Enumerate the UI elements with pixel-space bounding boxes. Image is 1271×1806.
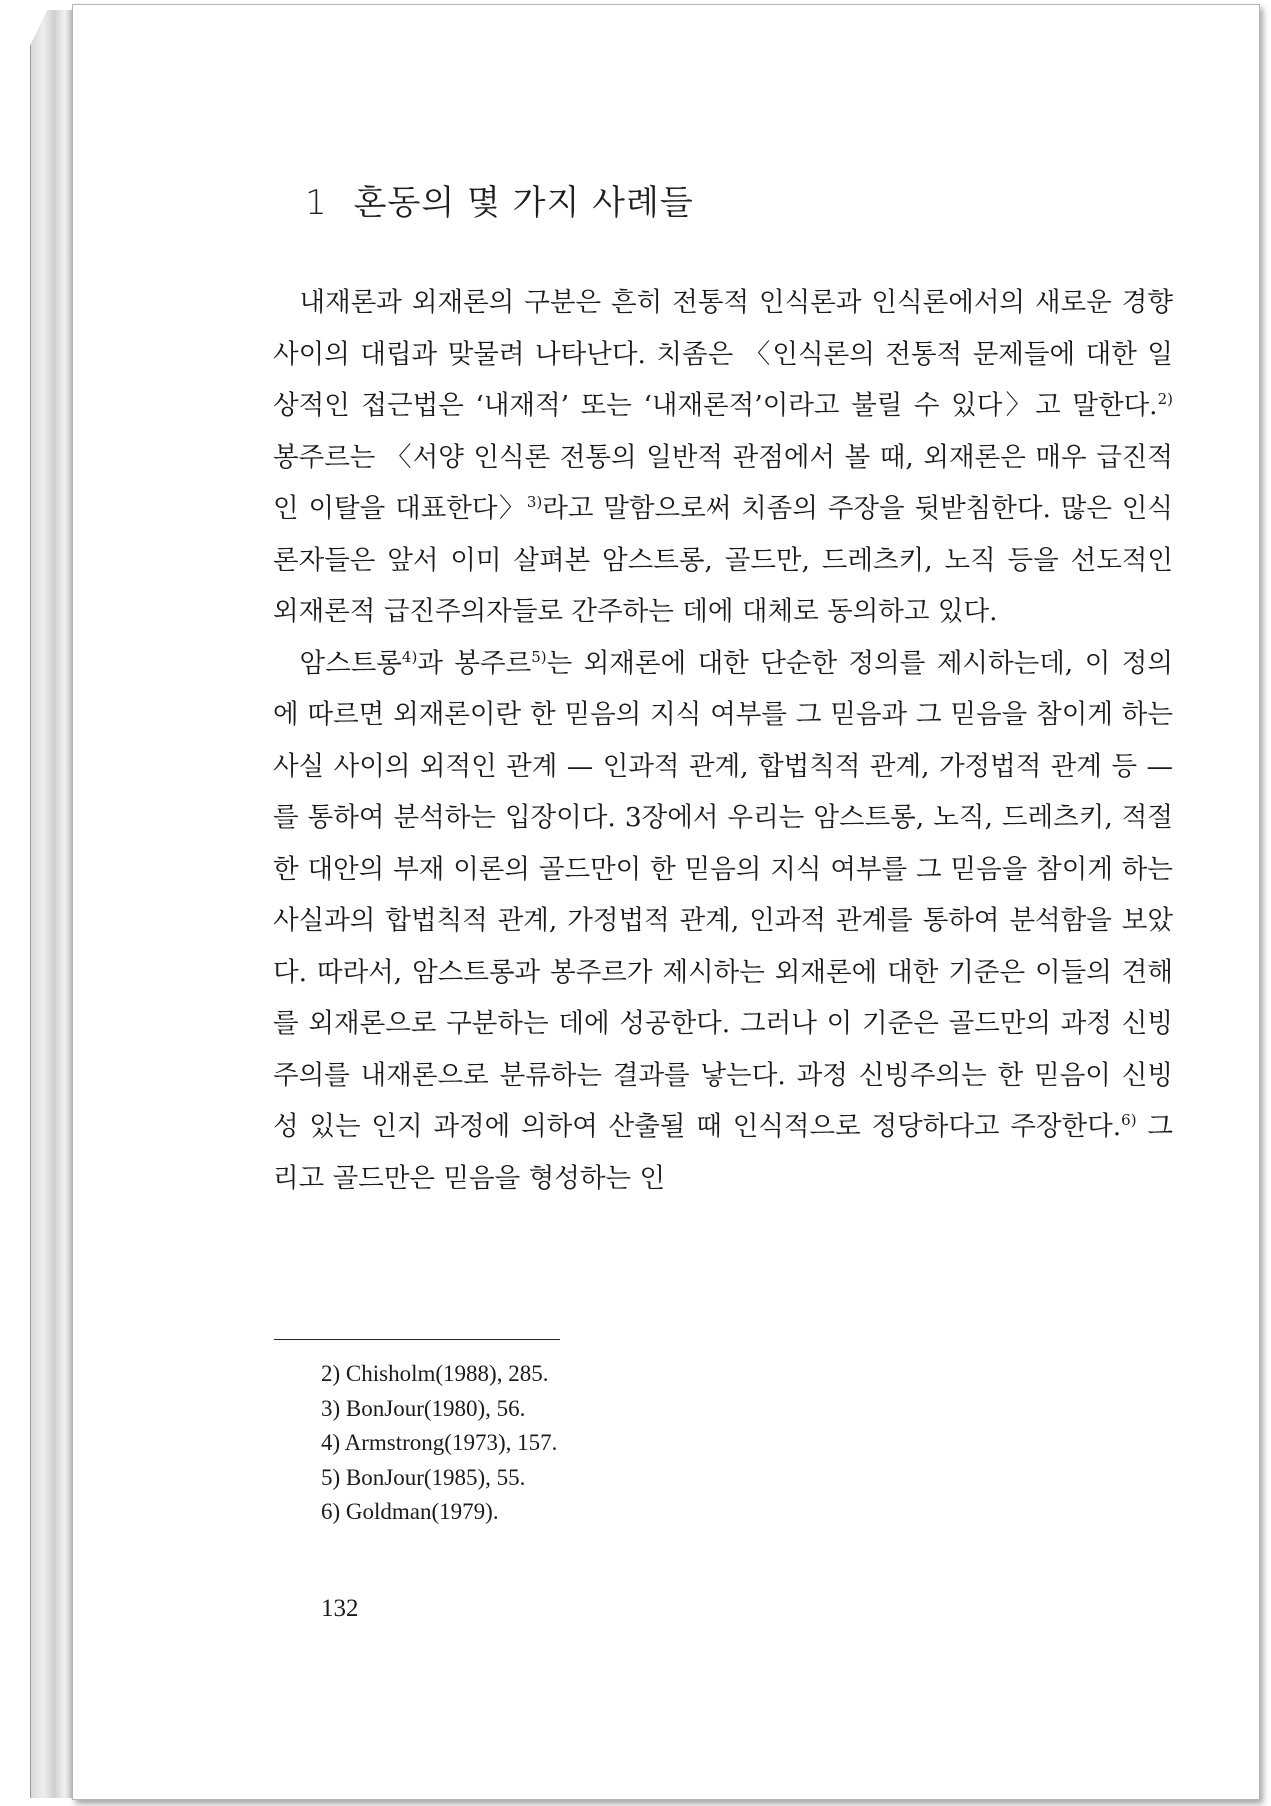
- footnote: 3) BonJour(1980), 56.: [321, 1395, 526, 1421]
- footnote-ref: 5): [531, 647, 547, 666]
- footnote-ref: 4): [401, 647, 418, 666]
- paragraph: [273, 277, 1173, 638]
- section-heading: [305, 175, 694, 224]
- paragraph: [273, 638, 1173, 1205]
- footnote-separator: [274, 1339, 560, 1340]
- text-run: 과 봉주르: [417, 647, 532, 679]
- footnote: 6) Goldman(1979).: [321, 1499, 499, 1524]
- footnotes: [321, 1357, 557, 1530]
- footnote-ref: 2): [1157, 390, 1173, 408]
- text-run: 그리고 골드만은 믿음을 형성하는 인: [273, 1111, 1173, 1194]
- page-edge-stack: [30, 10, 73, 1798]
- footnote: 2) Chisholm(1988), 285.: [321, 1361, 549, 1386]
- text-run: 라고 말함으로써 치좀의 주장을 뒷받침한다. 많은 인식론자들은 앞서 이미 살펴본 암스트롱, 골드만, 드레츠키, 노직 등을 선도적인 외재론적 급진주의자들로 간주하는 데에 대체로 동의하고 있다.: [273, 493, 1173, 627]
- footnote: 4) Armstrong(1973), 157.: [321, 1430, 558, 1455]
- text-run: 내재론과 외재론의 구분은 흔히 전통적 인식론과 인식론에서의 새로운 경향 사이의 대립과 맞물려 나타난다. 치좀은 〈인식론의 전통적 문제들에 대한 일상적인 접근법은 ‘내재적’ 또는 ‘내재론적’이라고 불릴 수 있다〉고 말한다.: [273, 287, 1173, 421]
- section-title: 혼동의 몇 가지 사례들: [353, 183, 694, 223]
- page-number: 132: [321, 1595, 359, 1622]
- footnote-ref: 3): [526, 493, 543, 511]
- book-page: [72, 4, 1260, 1800]
- section-number: 1: [305, 183, 328, 223]
- text-run: 암스트롱: [299, 647, 402, 679]
- text-run: 는 외재론에 대한 단순한 정의를 제시하는데, 이 정의에 따르면 외재론이란 한 믿음의 지식 여부를 그 믿음과 그 믿음을 참이게 하는 사실 사이의 외적인 관계 — 인과적 관계, 합법칙적 관계, 가정법적 관계 등 — 를 통하여 분석하는 입장이다. 3장에서 우리는 암스트롱, 노직, 드레츠키, 적절한 대안의 부재 이론의 골드만이 한 믿음의 지식 여부를 그 믿음을 참이게 하는 사실과의 합법칙적 관계, 가정법적 관계, 인과적 관계를 통하여 분석함을 보았다. 따라서, 암스트롱과 봉주르가 제시하는 외재론에 대한 기준은 이들의 견해를 외재론으로 구분하는 데에 성공한다. 그러나 이 기준은 골드만의 과정 신빙주의를 내재론으로 분류하는 결과를 낳는다. 과정 신빙주의는 한 믿음이 신빙성 있는 인지 과정에 의하여 산출될 때 인식적으로 정당하다고 주장한다.: [273, 647, 1174, 1142]
- footnote-ref: 6): [1121, 1111, 1137, 1129]
- footnote: 5) BonJour(1985), 55.: [321, 1464, 526, 1490]
- book: [30, 4, 1262, 1800]
- body-text: [273, 277, 1173, 1204]
- text-run: 봉주르는 〈서양 인식론 전통의 일반적 관점에서 볼 때, 외재론은 매우 급진적인 이탈을 대표한다〉: [273, 441, 1173, 524]
